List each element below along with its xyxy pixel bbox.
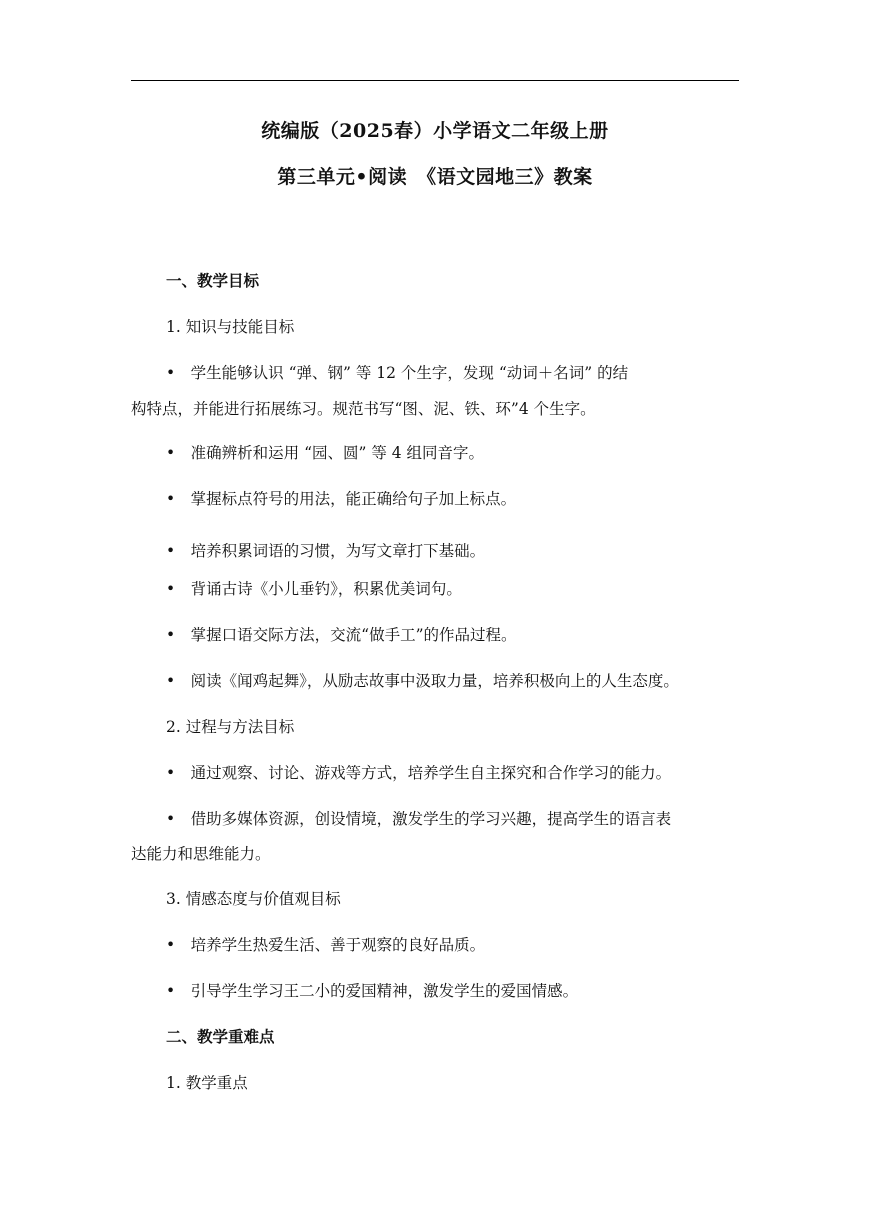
bullet-item: • 掌握口语交际方法，交流“做手工”的作品过程。 xyxy=(166,626,517,644)
header-rule xyxy=(131,80,739,81)
subheading-emotion-values: 3. 情感态度与价值观目标 xyxy=(166,890,341,908)
section-heading-objectives: 一、教学目标 xyxy=(166,271,260,290)
subheading-key-points: 1. 教学重点 xyxy=(166,1074,248,1092)
bullet-item: • 背诵古诗《小儿垂钓》，积累优美词句。 xyxy=(166,580,462,598)
bullet-item: • 学生能够认识 “弹、钢” 等 12 个生字，发现 “动词＋名词” 的结 xyxy=(166,364,629,382)
bullet-item: • 阅读《闻鸡起舞》，从励志故事中汲取力量，培养积极向上的人生态度。 xyxy=(166,672,679,690)
bullet-item: • 培养积累词语的习惯，为写文章打下基础。 xyxy=(166,542,486,560)
document-title: 统编版（2025春）小学语文二年级上册 xyxy=(261,120,609,142)
subheading-knowledge-skills: 1. 知识与技能目标 xyxy=(166,318,295,336)
bullet-item: • 通过观察、讨论、游戏等方式，培养学生自主探究和合作学习的能力。 xyxy=(166,764,672,782)
bullet-item-continuation: 构特点，并能进行拓展练习。规范书写“图、泥、铁、环”4 个生字。 xyxy=(131,400,596,418)
bullet-item: • 引导学生学习王二小的爱国精神，激发学生的爱国情感。 xyxy=(166,982,579,1000)
bullet-item: • 掌握标点符号的用法，能正确给句子加上标点。 xyxy=(166,490,517,508)
document-subtitle: 第三单元•阅读 《语文园地三》教案 xyxy=(277,166,593,188)
bullet-item-continuation: 达能力和思维能力。 xyxy=(131,845,271,863)
bullet-item: • 借助多媒体资源，创设情境，激发学生的学习兴趣，提高学生的语言表 xyxy=(166,810,672,828)
subheading-process-methods: 2. 过程与方法目标 xyxy=(166,718,295,736)
bullet-item: • 准确辨析和运用 “园、圆” 等 4 组同音字。 xyxy=(166,444,485,462)
section-heading-key-difficult-points: 二、教学重难点 xyxy=(166,1027,275,1046)
bullet-item: • 培养学生热爱生活、善于观察的良好品质。 xyxy=(166,936,486,954)
